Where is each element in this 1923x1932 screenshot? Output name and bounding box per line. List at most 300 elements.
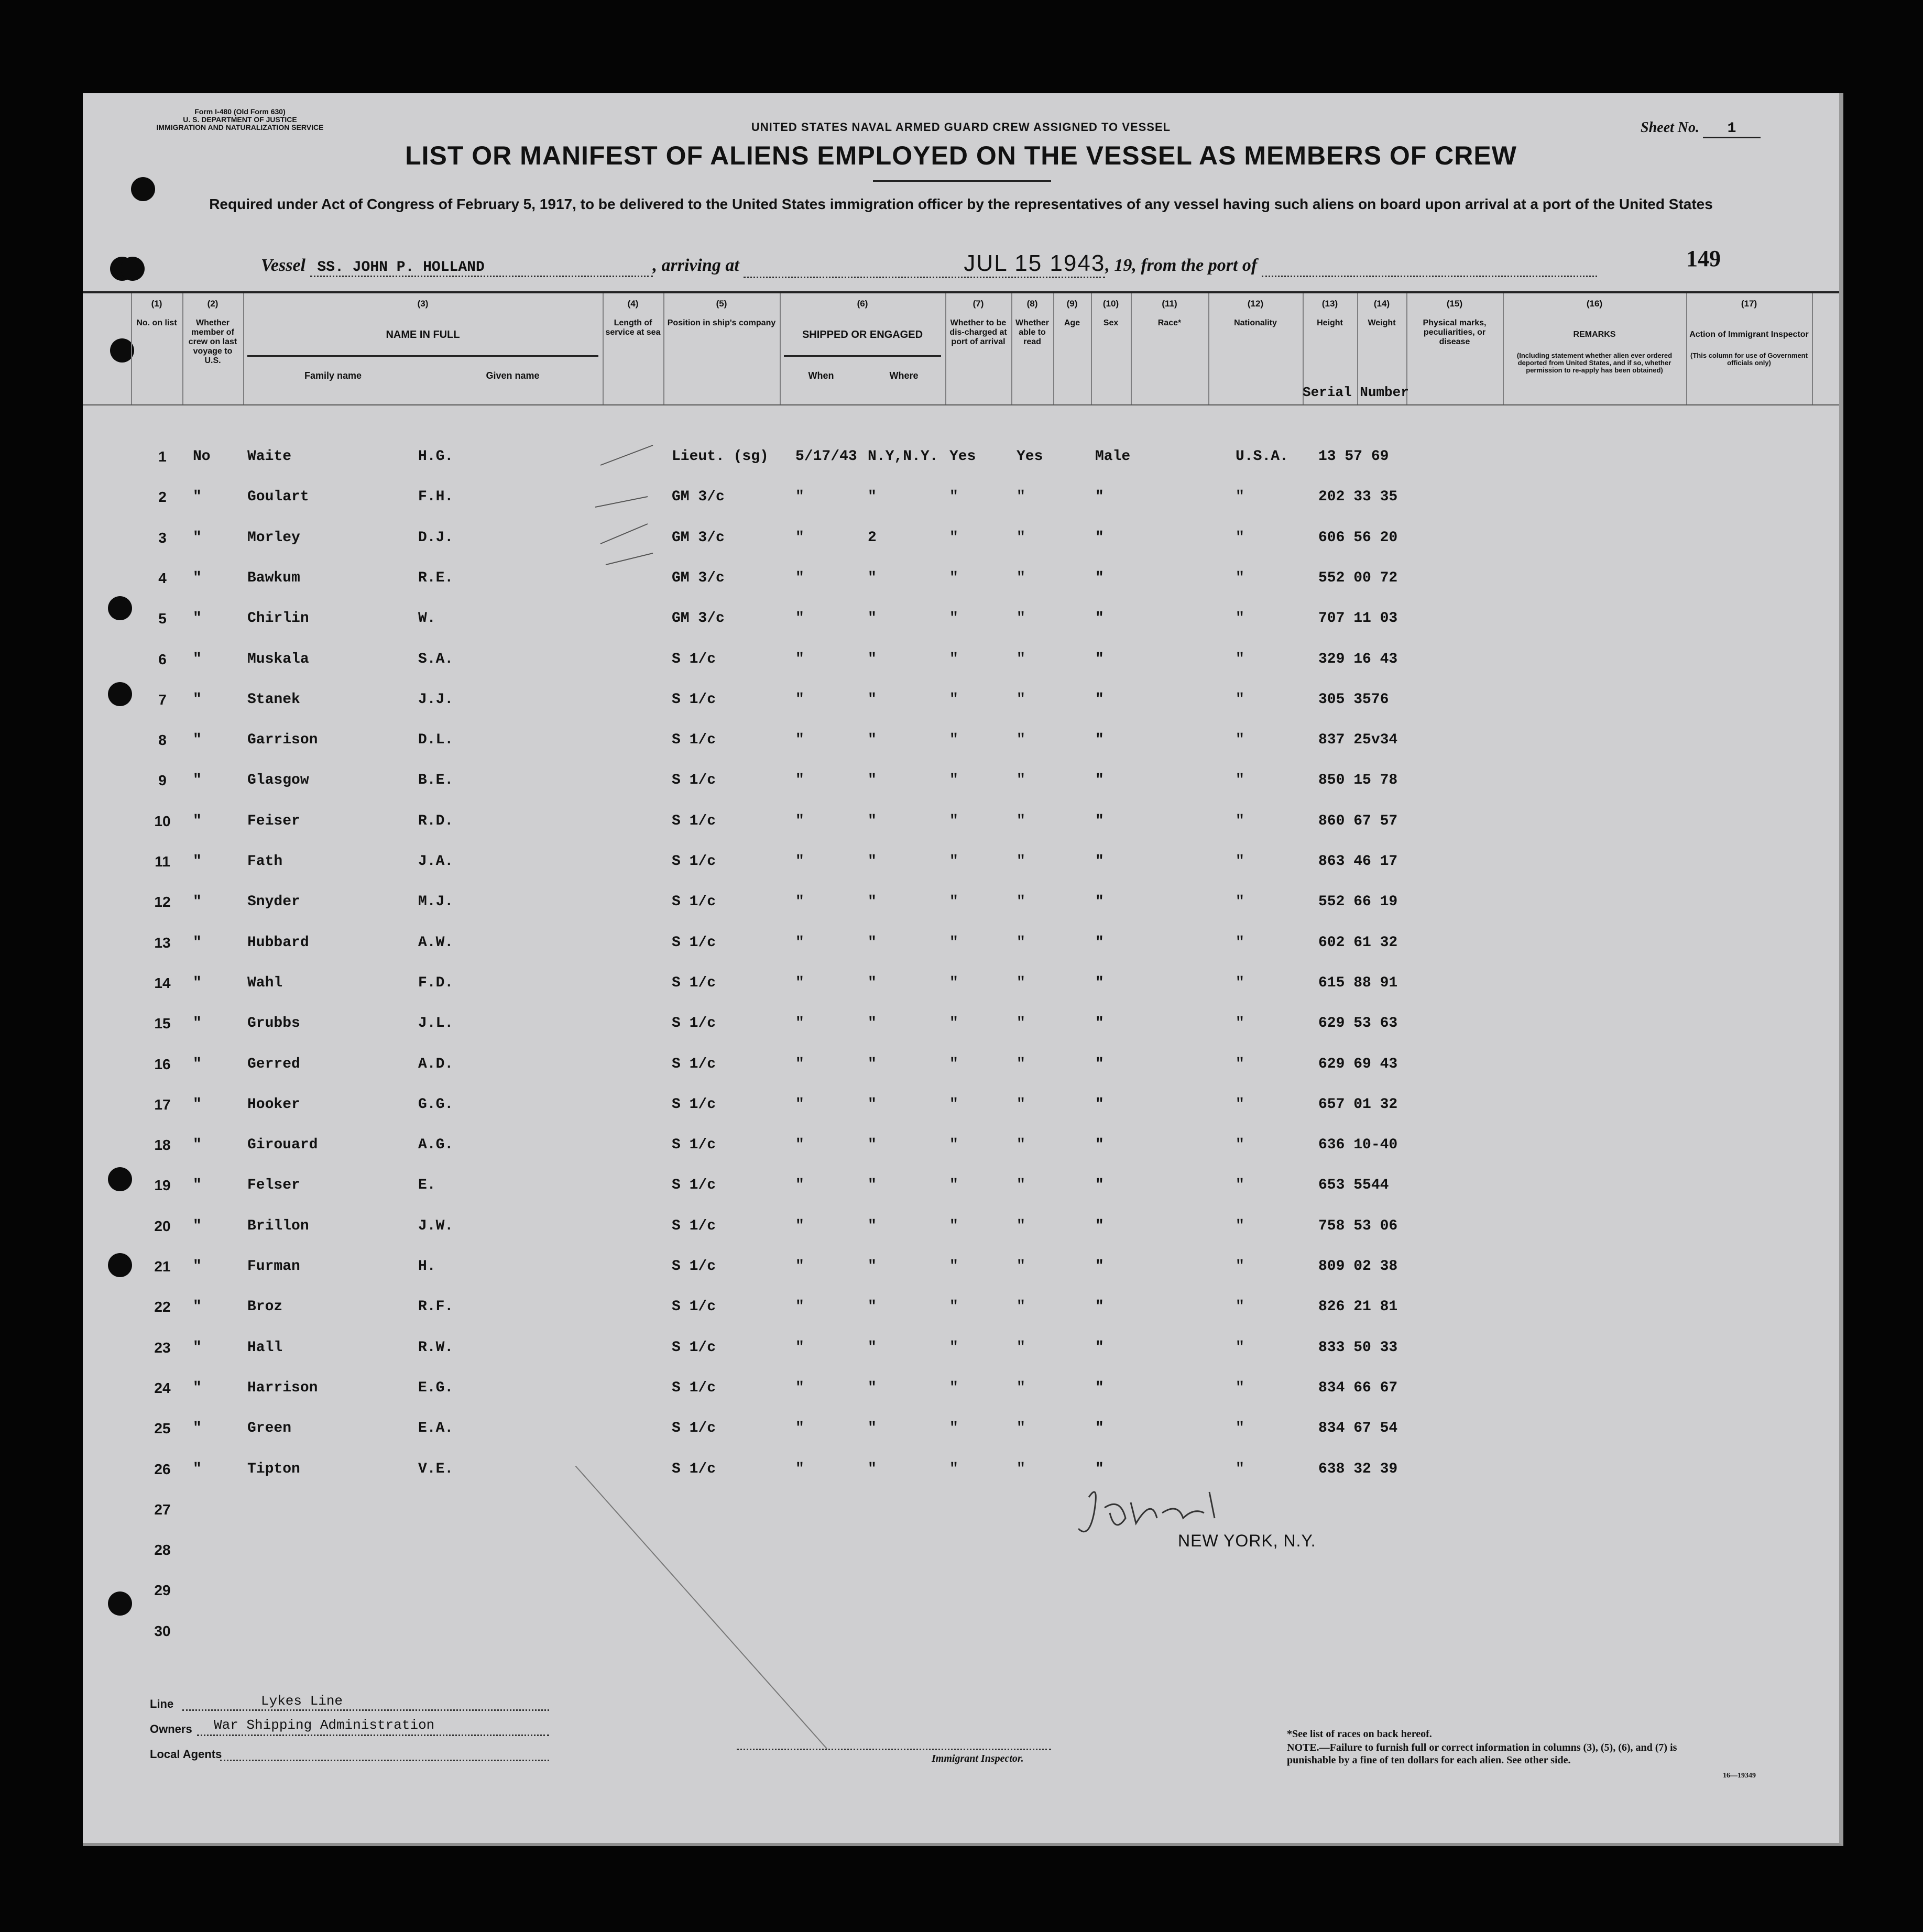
prior-voyage-cell: ": [193, 1015, 202, 1032]
sex-cell: ": [1095, 1137, 1104, 1154]
prior-voyage-cell: ": [193, 772, 202, 789]
port-label: , from the port of: [1132, 256, 1258, 275]
nationality-cell: ": [1236, 1379, 1244, 1396]
given-name-cell: F.D.: [418, 974, 454, 991]
column-label: SHIPPED OR ENGAGED: [802, 329, 923, 341]
position-cell: S 1/c: [672, 1461, 716, 1477]
able-to-read-cell: ": [1017, 489, 1025, 506]
punch-hole: [108, 1167, 132, 1191]
able-to-read-cell: ": [1017, 1339, 1025, 1356]
nationality-cell: ": [1236, 934, 1244, 951]
shipped-where-cell: ": [868, 974, 877, 991]
row-number: 27: [154, 1501, 171, 1518]
able-to-read-cell: ": [1017, 610, 1025, 627]
shipped-when-cell: ": [795, 732, 804, 749]
serial-number-cell: 602 61 32: [1318, 934, 1398, 951]
shipped-where-cell: ": [868, 1461, 877, 1477]
given-name-cell: G.G.: [418, 1096, 454, 1113]
discharged-cell: ": [949, 529, 958, 546]
prior-voyage-cell: ": [193, 691, 202, 708]
nationality-cell: ": [1236, 1217, 1244, 1234]
family-name-cell: Furman: [247, 1258, 300, 1275]
shipped-when-cell: 5/17/43: [795, 448, 857, 465]
position-cell: S 1/c: [672, 1137, 716, 1154]
penalty-note: NOTE.—Failure to furnish full or correct information in columns (3), (5), (6), and (7) is punishable by a fine of ten dollars for each alien. See other side.: [1287, 1742, 1677, 1766]
column-number: (5): [716, 299, 727, 309]
owners-value: War Shipping Administration: [214, 1717, 435, 1733]
column-divider: [1686, 293, 1687, 404]
family-name-cell: Morley: [247, 529, 300, 546]
shipped-when-cell: ": [795, 651, 804, 667]
prior-voyage-cell: ": [193, 974, 202, 991]
nationality-cell: ": [1236, 1015, 1244, 1032]
column-sublabel: Given name: [486, 370, 540, 381]
sex-cell: ": [1095, 651, 1104, 667]
row-number: 11: [155, 853, 170, 870]
column-label: Nationality: [1234, 319, 1277, 327]
discharged-cell: ": [949, 1137, 958, 1154]
shipped-when-cell: ": [795, 1056, 804, 1072]
row-number: 20: [154, 1217, 171, 1234]
row-number: 24: [154, 1379, 171, 1396]
row-number: 23: [154, 1339, 171, 1356]
local-agents-label: Local Agents: [150, 1748, 222, 1761]
discharged-cell: ": [949, 1096, 958, 1113]
nationality-cell: ": [1236, 974, 1244, 991]
races-note: *See list of races on back hereof.: [1287, 1728, 1432, 1740]
shipped-when-cell: ": [795, 853, 804, 870]
owners-field: [197, 1735, 549, 1736]
column-divider: [603, 293, 604, 404]
column-divider: [1011, 293, 1012, 404]
prior-voyage-cell: ": [193, 529, 202, 546]
nationality-cell: ": [1236, 1096, 1244, 1113]
serial-number-cell: 13 57 69: [1318, 448, 1389, 465]
discharged-cell: ": [949, 1461, 958, 1477]
nationality-cell: U.S.A.: [1236, 448, 1288, 465]
shipped-when-cell: ": [795, 1258, 804, 1275]
position-cell: S 1/c: [672, 1379, 716, 1396]
form-number: Form I-480 (Old Form 630): [194, 107, 286, 116]
able-to-read-cell: ": [1017, 1056, 1025, 1072]
discharged-cell: ": [949, 1339, 958, 1356]
nationality-cell: ": [1236, 610, 1244, 627]
sex-cell: ": [1095, 1420, 1104, 1437]
discharged-cell: Yes: [949, 448, 976, 465]
given-name-cell: S.A.: [418, 651, 454, 667]
family-name-cell: Broz: [247, 1299, 283, 1315]
nationality-cell: ": [1236, 1258, 1244, 1275]
punch-hole: [121, 257, 145, 281]
row-number: 18: [154, 1137, 171, 1154]
discharged-cell: ": [949, 569, 958, 586]
shipped-where-cell: ": [868, 772, 877, 789]
position-cell: S 1/c: [672, 732, 716, 749]
able-to-read-cell: ": [1017, 651, 1025, 667]
family-name-cell: Tipton: [247, 1461, 300, 1477]
shipped-where-cell: ": [868, 1379, 877, 1396]
able-to-read-cell: ": [1017, 813, 1025, 829]
nationality-cell: ": [1236, 651, 1244, 667]
given-name-cell: H.G.: [418, 448, 454, 465]
able-to-read-cell: ": [1017, 691, 1025, 708]
sheet-label: Sheet No.: [1641, 119, 1699, 136]
shipped-where-cell: ": [868, 1420, 877, 1437]
given-name-cell: R.W.: [418, 1339, 454, 1356]
shipped-when-cell: ": [795, 1379, 804, 1396]
nationality-cell: ": [1236, 1137, 1244, 1154]
able-to-read-cell: ": [1017, 1096, 1025, 1113]
sex-cell: ": [1095, 1299, 1104, 1315]
shipped-when-cell: ": [795, 1177, 804, 1194]
nationality-cell: ": [1236, 1056, 1244, 1072]
sex-cell: Male: [1095, 448, 1131, 465]
position-cell: GM 3/c: [672, 529, 725, 546]
able-to-read-cell: ": [1017, 1137, 1025, 1154]
line-field: [182, 1709, 549, 1711]
family-name-cell: Fath: [247, 853, 283, 870]
row-number: 10: [154, 813, 171, 829]
given-name-cell: B.E.: [418, 772, 454, 789]
shipped-where-cell: ": [868, 610, 877, 627]
position-cell: S 1/c: [672, 1217, 716, 1234]
position-cell: S 1/c: [672, 853, 716, 870]
row-number: 5: [158, 610, 167, 627]
shipped-when-cell: ": [795, 1015, 804, 1032]
sex-cell: ": [1095, 1258, 1104, 1275]
able-to-read-cell: ": [1017, 1461, 1025, 1477]
prior-voyage-cell: ": [193, 1420, 202, 1437]
shipped-when-cell: ": [795, 529, 804, 546]
vessel-label: Vessel: [261, 256, 305, 275]
row-number: 7: [158, 691, 167, 708]
serial-number-cell: 636 10-40: [1318, 1137, 1398, 1154]
owners-label: Owners: [150, 1722, 192, 1736]
position-cell: GM 3/c: [672, 610, 725, 627]
position-cell: S 1/c: [672, 1015, 716, 1032]
position-cell: S 1/c: [672, 651, 716, 667]
shipped-when-cell: ": [795, 1137, 804, 1154]
row-number: 2: [158, 489, 167, 506]
nationality-cell: ": [1236, 1420, 1244, 1437]
column-divider: [1053, 293, 1054, 404]
row-number: 14: [154, 974, 171, 991]
family-name-cell: Harrison: [247, 1379, 318, 1396]
family-name-cell: Grubbs: [247, 1015, 300, 1032]
column-label: Whether member of crew on last voyage to U.S.: [188, 319, 237, 365]
discharged-cell: ": [949, 691, 958, 708]
discharged-cell: ": [949, 1258, 958, 1275]
arrival-date-stamp: JUL 15 1943: [744, 250, 1105, 278]
prior-voyage-cell: ": [193, 1339, 202, 1356]
position-cell: S 1/c: [672, 772, 716, 789]
column-number: (17): [1741, 299, 1757, 309]
serial-number-header: Serial Number: [1303, 385, 1409, 400]
shipped-where-cell: ": [868, 569, 877, 586]
serial-number-cell: 860 67 57: [1318, 813, 1398, 829]
prior-voyage-cell: ": [193, 610, 202, 627]
discharged-cell: ": [949, 813, 958, 829]
position-cell: S 1/c: [672, 1420, 716, 1437]
serial-number-cell: 638 32 39: [1318, 1461, 1398, 1477]
row-number: 25: [154, 1420, 171, 1437]
serial-number-cell: 826 21 81: [1318, 1299, 1398, 1315]
discharged-cell: ": [949, 894, 958, 910]
position-cell: GM 3/c: [672, 489, 725, 506]
column-number: (8): [1026, 299, 1038, 309]
column-number: (6): [857, 299, 868, 309]
sex-cell: ": [1095, 1461, 1104, 1477]
sex-cell: ": [1095, 934, 1104, 951]
position-cell: Lieut. (sg): [672, 448, 769, 465]
position-cell: S 1/c: [672, 1096, 716, 1113]
column-sublabel: Family name: [304, 370, 362, 381]
column-note: (This column for use of Government officials only): [1690, 352, 1808, 367]
sex-cell: ": [1095, 1217, 1104, 1234]
row-number: 6: [158, 651, 167, 667]
shipped-when-cell: ": [795, 1420, 804, 1437]
shipped-where-cell: 2: [868, 529, 877, 546]
discharged-cell: ": [949, 489, 958, 506]
punch-hole: [108, 1591, 132, 1616]
shipped-where-cell: ": [868, 1339, 877, 1356]
shipped-when-cell: ": [795, 1217, 804, 1234]
row-number: 4: [158, 569, 167, 586]
column-divider: [1208, 293, 1209, 404]
family-name-cell: Feiser: [247, 813, 300, 829]
family-name-cell: Waite: [247, 448, 292, 465]
shipped-where-cell: N.Y,N.Y.: [868, 448, 938, 465]
punch-hole: [108, 596, 132, 620]
nationality-cell: ": [1236, 691, 1244, 708]
nationality-cell: ": [1236, 489, 1244, 506]
department-name: U. S. DEPARTMENT OF JUSTICE: [183, 115, 297, 124]
family-name-cell: Glasgow: [247, 772, 309, 789]
column-label: Length of service at sea: [605, 319, 661, 337]
family-name-cell: Muskala: [247, 651, 309, 667]
punch-hole: [108, 682, 132, 706]
given-name-cell: R.F.: [418, 1299, 454, 1315]
shipped-when-cell: ": [795, 610, 804, 627]
family-name-cell: Garrison: [247, 732, 318, 749]
discharged-cell: ": [949, 853, 958, 870]
position-cell: S 1/c: [672, 813, 716, 829]
able-to-read-cell: ": [1017, 974, 1025, 991]
sheet-value: 1: [1703, 120, 1761, 138]
column-note: (Including statement whether alien ever ordered deported from United States, and if so, whether permission to re-apply has been obtained): [1516, 352, 1673, 374]
column-divider: [1131, 293, 1132, 404]
able-to-read-cell: ": [1017, 1217, 1025, 1234]
row-number: 19: [154, 1177, 171, 1194]
line-value: Lykes Line: [261, 1693, 343, 1709]
column-label: No. on list: [136, 319, 177, 327]
column-divider: [1503, 293, 1504, 404]
row-number: 16: [154, 1056, 171, 1072]
given-name-cell: A.G.: [418, 1137, 454, 1154]
manifest-sheet: [83, 93, 1843, 1846]
shipped-when-cell: ": [795, 934, 804, 951]
overhead-title: UNITED STATES NAVAL ARMED GUARD CREW ASSIGNED TO VESSEL: [751, 120, 1171, 134]
location-stamp: NEW YORK, N.Y.: [1178, 1531, 1316, 1550]
column-number: (16): [1586, 299, 1603, 309]
column-label: NAME IN FULL: [386, 329, 460, 341]
nationality-cell: ": [1236, 529, 1244, 546]
sex-cell: ": [1095, 529, 1104, 546]
column-label: Sex: [1103, 319, 1119, 327]
nationality-cell: ": [1236, 853, 1244, 870]
shipped-where-cell: ": [868, 853, 877, 870]
prior-voyage-cell: ": [193, 934, 202, 951]
discharged-cell: ": [949, 1217, 958, 1234]
shipped-when-cell: ": [795, 974, 804, 991]
serial-number-cell: 329 16 43: [1318, 651, 1398, 667]
nationality-cell: ": [1236, 772, 1244, 789]
shipped-when-cell: ": [795, 772, 804, 789]
row-number: 15: [154, 1015, 171, 1032]
given-name-cell: H.: [418, 1258, 436, 1275]
column-label: Height: [1317, 319, 1343, 327]
serial-number-cell: 833 50 33: [1318, 1339, 1398, 1356]
prior-voyage-cell: ": [193, 894, 202, 910]
serial-number-cell: 615 88 91: [1318, 974, 1398, 991]
discharged-cell: ": [949, 1177, 958, 1194]
prior-voyage-cell: ": [193, 1177, 202, 1194]
serial-number-cell: 552 66 19: [1318, 894, 1398, 910]
row-number: 12: [154, 894, 171, 910]
serial-number-cell: 834 67 54: [1318, 1420, 1398, 1437]
position-cell: S 1/c: [672, 1258, 716, 1275]
given-name-cell: A.W.: [418, 934, 454, 951]
shipped-when-cell: ": [795, 569, 804, 586]
shipped-when-cell: ": [795, 894, 804, 910]
sex-cell: ": [1095, 1379, 1104, 1396]
able-to-read-cell: ": [1017, 1299, 1025, 1315]
shipped-where-cell: ": [868, 651, 877, 667]
sex-cell: ": [1095, 691, 1104, 708]
sex-cell: ": [1095, 974, 1104, 991]
shipped-where-cell: ": [868, 691, 877, 708]
prior-voyage-cell: ": [193, 1217, 202, 1234]
shipped-where-cell: ": [868, 813, 877, 829]
header-bottom-rule: [83, 404, 1839, 405]
column-number: (2): [207, 299, 218, 309]
prior-voyage-cell: ": [193, 732, 202, 749]
able-to-read-cell: ": [1017, 1177, 1025, 1194]
able-to-read-cell: ": [1017, 732, 1025, 749]
given-name-cell: J.J.: [418, 691, 454, 708]
sex-cell: ": [1095, 813, 1104, 829]
column-number: (7): [973, 299, 984, 309]
arriving-label: , arriving at: [652, 256, 739, 275]
row-number: 22: [154, 1299, 171, 1315]
discharged-cell: ": [949, 772, 958, 789]
able-to-read-cell: ": [1017, 1015, 1025, 1032]
sex-cell: ": [1095, 489, 1104, 506]
sex-cell: ": [1095, 1056, 1104, 1072]
sex-cell: ": [1095, 1177, 1104, 1194]
prior-voyage-cell: ": [193, 1258, 202, 1275]
serial-number-cell: 834 66 67: [1318, 1379, 1398, 1396]
nationality-cell: ": [1236, 1299, 1244, 1315]
position-cell: S 1/c: [672, 1177, 716, 1194]
shipped-when-cell: ": [795, 1096, 804, 1113]
given-name-cell: D.L.: [418, 732, 454, 749]
title-rule: [873, 180, 1051, 182]
nationality-cell: ": [1236, 813, 1244, 829]
row-number: 13: [154, 934, 171, 951]
serial-number-cell: 850 15 78: [1318, 772, 1398, 789]
prior-voyage-cell: ": [193, 1096, 202, 1113]
vessel-name: SS. JOHN P. HOLLAND: [310, 259, 653, 277]
able-to-read-cell: ": [1017, 853, 1025, 870]
family-name-cell: Brillon: [247, 1217, 309, 1234]
column-divider: [243, 293, 244, 404]
given-name-cell: M.J.: [418, 894, 454, 910]
column-label: Age: [1064, 319, 1080, 327]
local-agents-field: [220, 1760, 549, 1761]
shipped-where-cell: ": [868, 732, 877, 749]
family-name-cell: Goulart: [247, 489, 309, 506]
nationality-cell: ": [1236, 1177, 1244, 1194]
serial-number-cell: 202 33 35: [1318, 489, 1398, 506]
row-number: 3: [158, 529, 167, 546]
able-to-read-cell: ": [1017, 569, 1025, 586]
column-number: (14): [1373, 299, 1390, 309]
family-name-cell: Hooker: [247, 1096, 300, 1113]
discharged-cell: ": [949, 974, 958, 991]
column-label: Race*: [1157, 319, 1182, 327]
serial-number-cell: 629 69 43: [1318, 1056, 1398, 1072]
column-divider: [1812, 293, 1813, 404]
given-name-cell: D.J.: [418, 529, 454, 546]
given-name-cell: F.H.: [418, 489, 454, 506]
year-label: , 19: [1105, 256, 1132, 275]
family-name-cell: Snyder: [247, 894, 300, 910]
punch-hole: [108, 1253, 132, 1277]
column-divider: [663, 293, 664, 404]
row-number: 9: [158, 772, 167, 789]
shipped-where-cell: ": [868, 894, 877, 910]
row-number: 8: [158, 732, 167, 749]
prior-voyage-cell: No: [193, 448, 211, 465]
shipped-when-cell: ": [795, 489, 804, 506]
nationality-cell: ": [1236, 894, 1244, 910]
discharged-cell: ": [949, 1379, 958, 1396]
position-cell: S 1/c: [672, 1339, 716, 1356]
row-number: 28: [154, 1542, 171, 1558]
column-sublabel: When: [808, 370, 834, 381]
row-number: 1: [158, 448, 167, 465]
discharged-cell: ": [949, 1420, 958, 1437]
column-number: (3): [417, 299, 429, 309]
serial-number-cell: 863 46 17: [1318, 853, 1398, 870]
given-name-cell: R.E.: [418, 569, 454, 586]
able-to-read-cell: ": [1017, 1420, 1025, 1437]
serial-number-cell: 552 00 72: [1318, 569, 1398, 586]
column-label: Physical marks, peculiarities, or disease: [1423, 319, 1487, 346]
column-number: (1): [151, 299, 162, 309]
able-to-read-cell: ": [1017, 1379, 1025, 1396]
given-name-cell: J.L.: [418, 1015, 454, 1032]
position-cell: S 1/c: [672, 894, 716, 910]
family-name-cell: Bawkum: [247, 569, 300, 586]
port-field: [1262, 256, 1597, 277]
column-number: (9): [1066, 299, 1078, 309]
subheader-rule: [784, 355, 941, 357]
prior-voyage-cell: ": [193, 651, 202, 667]
serial-number-cell: 606 56 20: [1318, 529, 1398, 546]
shipped-where-cell: ": [868, 1258, 877, 1275]
